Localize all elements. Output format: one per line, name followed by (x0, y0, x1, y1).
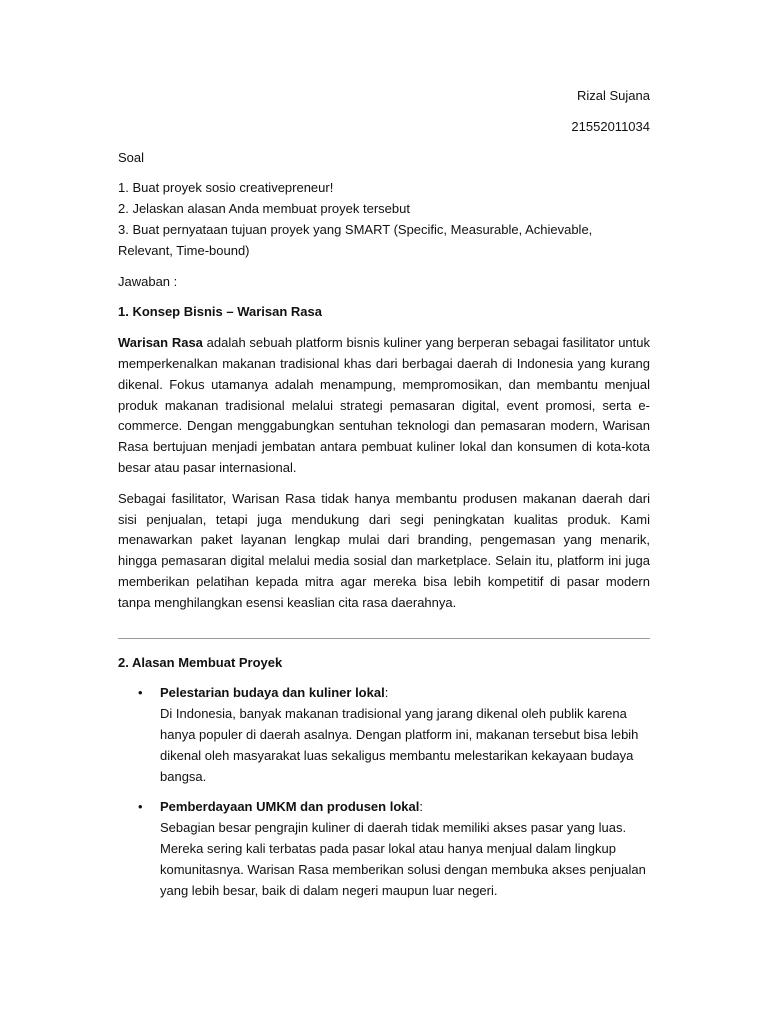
bullet-icon: • (138, 799, 143, 815)
reason-heading: Pelestarian budaya dan kuliner lokal (160, 685, 385, 701)
document-page (118, 86, 650, 911)
section1-paragraph-2: Sebagai fasilitator, Warisan Rasa tidak hanya membantu produsen makanan daerah dari sisi penjualan, tetapi juga mendukung dari segi peningkatan kualitas produk. Kami menawarkan paket layanan lengkap mulai dari branding, pengemasan yang menarik, hingga pemasaran digital melalui media sosial dan marketplace. Selain itu, platform ini juga memberikan pelatihan kepada mitra agar mereka bisa lebih kompetitif di pasar modern tanpa menghilangkan esensi keaslian cita rasa daerahnya. (118, 490, 650, 610)
reason-heading: Pemberdayaan UMKM dan produsen lokal (160, 799, 420, 815)
bullet-icon: • (138, 685, 143, 701)
author-name: Rizal Sujana (577, 88, 650, 103)
student-id: 21552011034 (571, 118, 650, 134)
questions-list (118, 178, 650, 261)
question-item: 3. Buat pernyataan tujuan proyek yang SMART (Specific, Measurable, Achievable, Relevant, Time-bound) (118, 221, 593, 258)
section-divider (118, 638, 650, 639)
section1-title: 1. Konsep Bisnis – Warisan Rasa (118, 304, 322, 320)
reasons-list (118, 683, 650, 901)
questions-heading: Soal (118, 149, 145, 165)
list-item (118, 797, 650, 901)
reason-text: Di Indonesia, banyak makanan tradisional yang jarang dikenal oleh publik karena hanya populer di daerah asalnya. Dengan platform ini, makanan tersebut bisa lebih dikenal oleh masyarakat luas sekaligus membantu melestarikan kekayaan budaya bangsa. (160, 706, 639, 784)
list-item (118, 683, 650, 787)
section1-paragraph-1 (118, 333, 650, 479)
reason-colon: : (384, 685, 389, 701)
reason-colon: : (419, 799, 423, 815)
section2-title: 2. Alasan Membuat Proyek (118, 654, 283, 670)
question-item: 2. Jelaskan alasan Anda membuat proyek tersebut (118, 201, 410, 217)
section1-paragraph-1-text: adalah sebuah platform bisnis kuliner yang berperan sebagai fasilitator untuk memperkenalkan makanan tradisional khas dari berbagai daerah di Indonesia yang kurang dikenal. Fokus utamanya adalah menampung, mempromosikan, dan membantu menjual produk makanan tradisional melalui strategi pemasaran digital, event promosi, serta e-commerce. Dengan menggabungkan sentuhan teknologi dan pemasaran modern, Warisan Rasa bertujuan menjadi jembatan antara pembuat kuliner lokal dan konsumen di kota-kota besar atau pasar internasional. (118, 335, 650, 475)
answer-label: Jawaban : (118, 273, 178, 289)
reason-text: Sebagian besar pengrajin kuliner di daerah tidak memiliki akses pasar yang luas. Mereka sering kali terbatas pada pasar lokal atau hanya menjual dalam lingkup komunitasnya. Warisan Rasa memberikan solusi dengan membuka akses penjualan yang lebih besar, baik di dalam negeri maupun luar negeri. (160, 820, 646, 898)
brand-name: Warisan Rasa (118, 335, 203, 351)
question-item: 1. Buat proyek sosio creativepreneur! (118, 180, 334, 196)
